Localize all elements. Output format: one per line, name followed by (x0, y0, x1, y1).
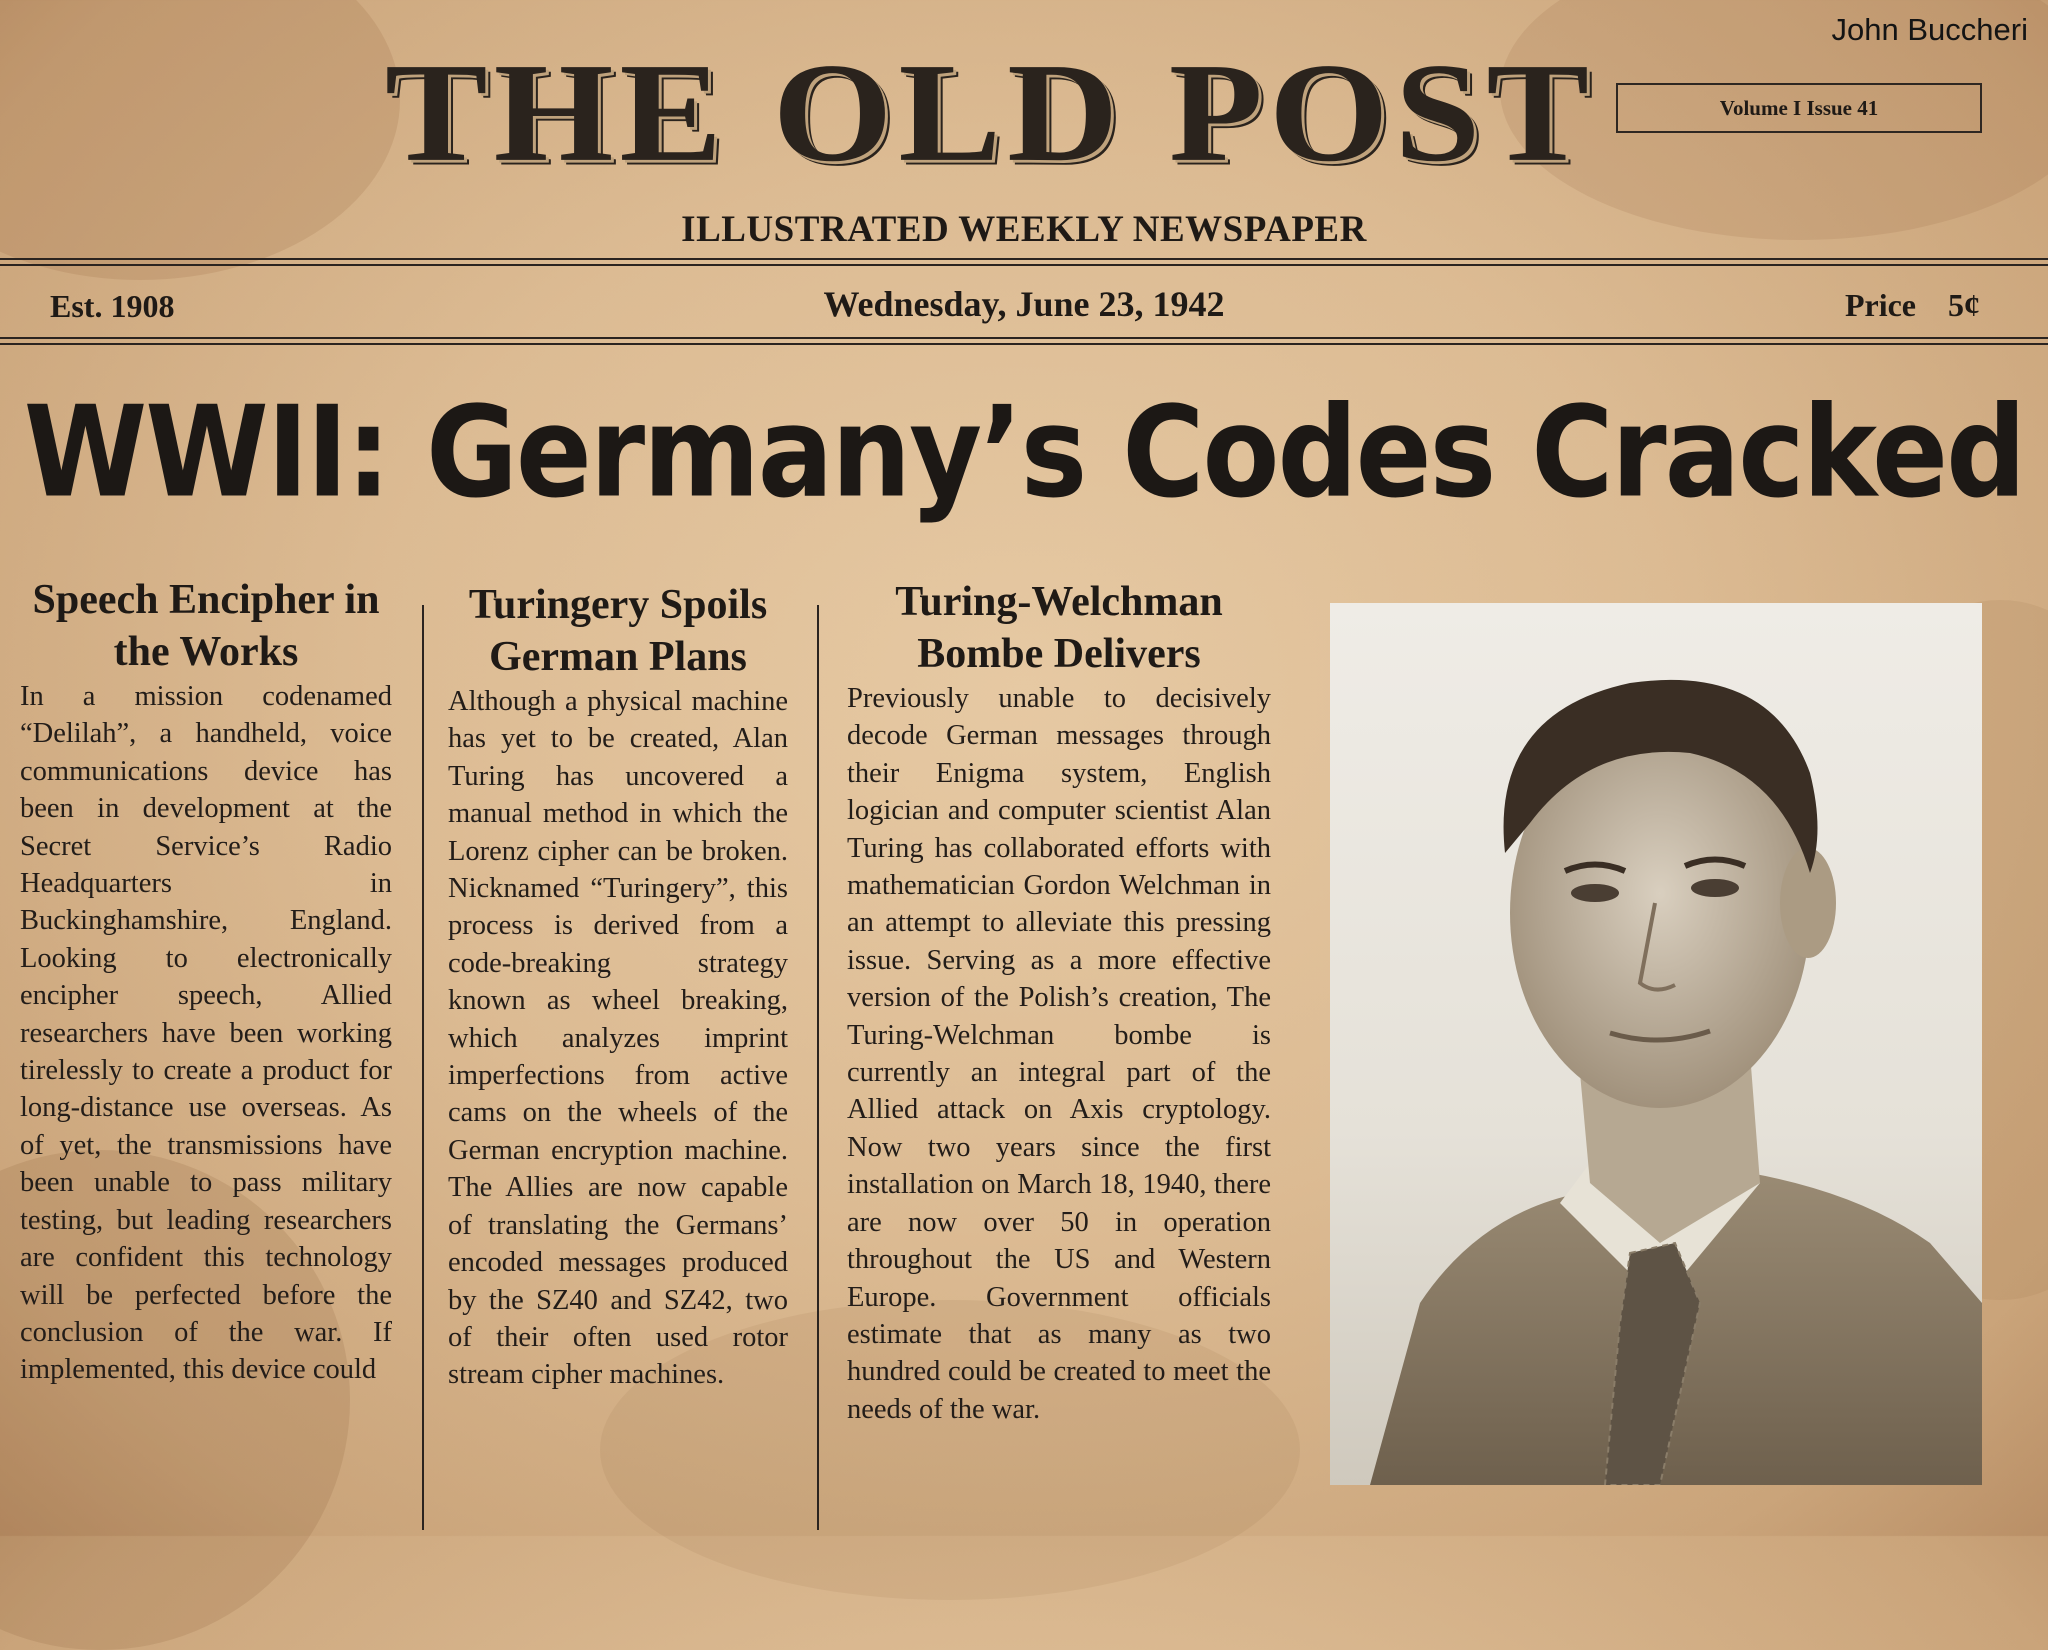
portrait-photo (1330, 603, 1982, 1485)
price: Price 5¢ (1844, 287, 1980, 323)
rule-top-2 (0, 264, 2048, 266)
column-divider-1 (422, 605, 424, 1530)
article-3-title: Turing-Welchman Bombe Delivers (895, 579, 1223, 677)
issue-date: Wednesday, June 23, 1942 (823, 284, 1225, 324)
established-year: Est. 1908 (50, 288, 175, 324)
article-1-body: In a mission codenamed “Delilah”, a handheld, voice communications device has been in development at the Secret Service’s Radio Headquarters in Buckinghamshire, England. Looking to electronically encipher speech, Allied researchers have been working tirelessly to create a product for long-distance use overseas. As of yet, the transmissions have been unable to pass military testing, but leading researchers are confident this technology will be perfected before the conclusion of the war. If implemented, this device could (20, 681, 392, 1386)
rule-bottom-2 (0, 343, 2048, 345)
column-divider-2 (817, 605, 819, 1530)
headline: WWII: Germany’s Codes Cracked (23, 380, 2025, 526)
newspaper-masthead: THE OLD POST (384, 34, 1596, 192)
article-2 (448, 579, 788, 1394)
rule-top-1 (0, 258, 2048, 260)
article-1-title: Speech Encipher in the Works (32, 577, 380, 675)
issue-badge: Volume I Issue 41 (1616, 83, 1982, 133)
article-2-body: Although a physical machine has yet to be created, Alan Turing has uncovered a manual method in which the Lorenz cipher can be broken. Nicknamed “Turingery”, this process is derived from a code-breaking strategy known as wheel breaking, which analyzes imprint imperfections from active cams on the wheels of the German encryption machine. The Allies are now capable of translating the Germans’ encoded messages produced by the SZ40 and SZ42, two of their often used rotor stream cipher machines. (448, 686, 788, 1391)
author-name: John Buccheri (1831, 12, 2028, 47)
article-3 (847, 576, 1271, 1428)
article-3-body: Previously unable to decisively decode German messages through their Enigma system, English logician and computer scientist Alan Turing has collaborated efforts with mathematician Gordon Welchman in an attempt to alleviate this pressing issue. Serving as a more effective version of the Polish’s creation, The Turing-Welchman bombe is currently an integral part of the Allied attack on Axis cryptology. Now two years since the first installation on March 18, 1940, there are now over 50 in operation throughout the US and Western Europe. Government officials estimate that as many as two hundred could be created to meet the needs of the war. (847, 683, 1271, 1425)
masthead-subtitle: ILLUSTRATED WEEKLY NEWSPAPER (681, 209, 1367, 250)
rule-bottom-1 (0, 337, 2048, 339)
article-1 (20, 574, 392, 1389)
portrait-illustration (1330, 603, 1982, 1485)
article-2-title: Turingery Spoils German Plans (468, 582, 768, 680)
